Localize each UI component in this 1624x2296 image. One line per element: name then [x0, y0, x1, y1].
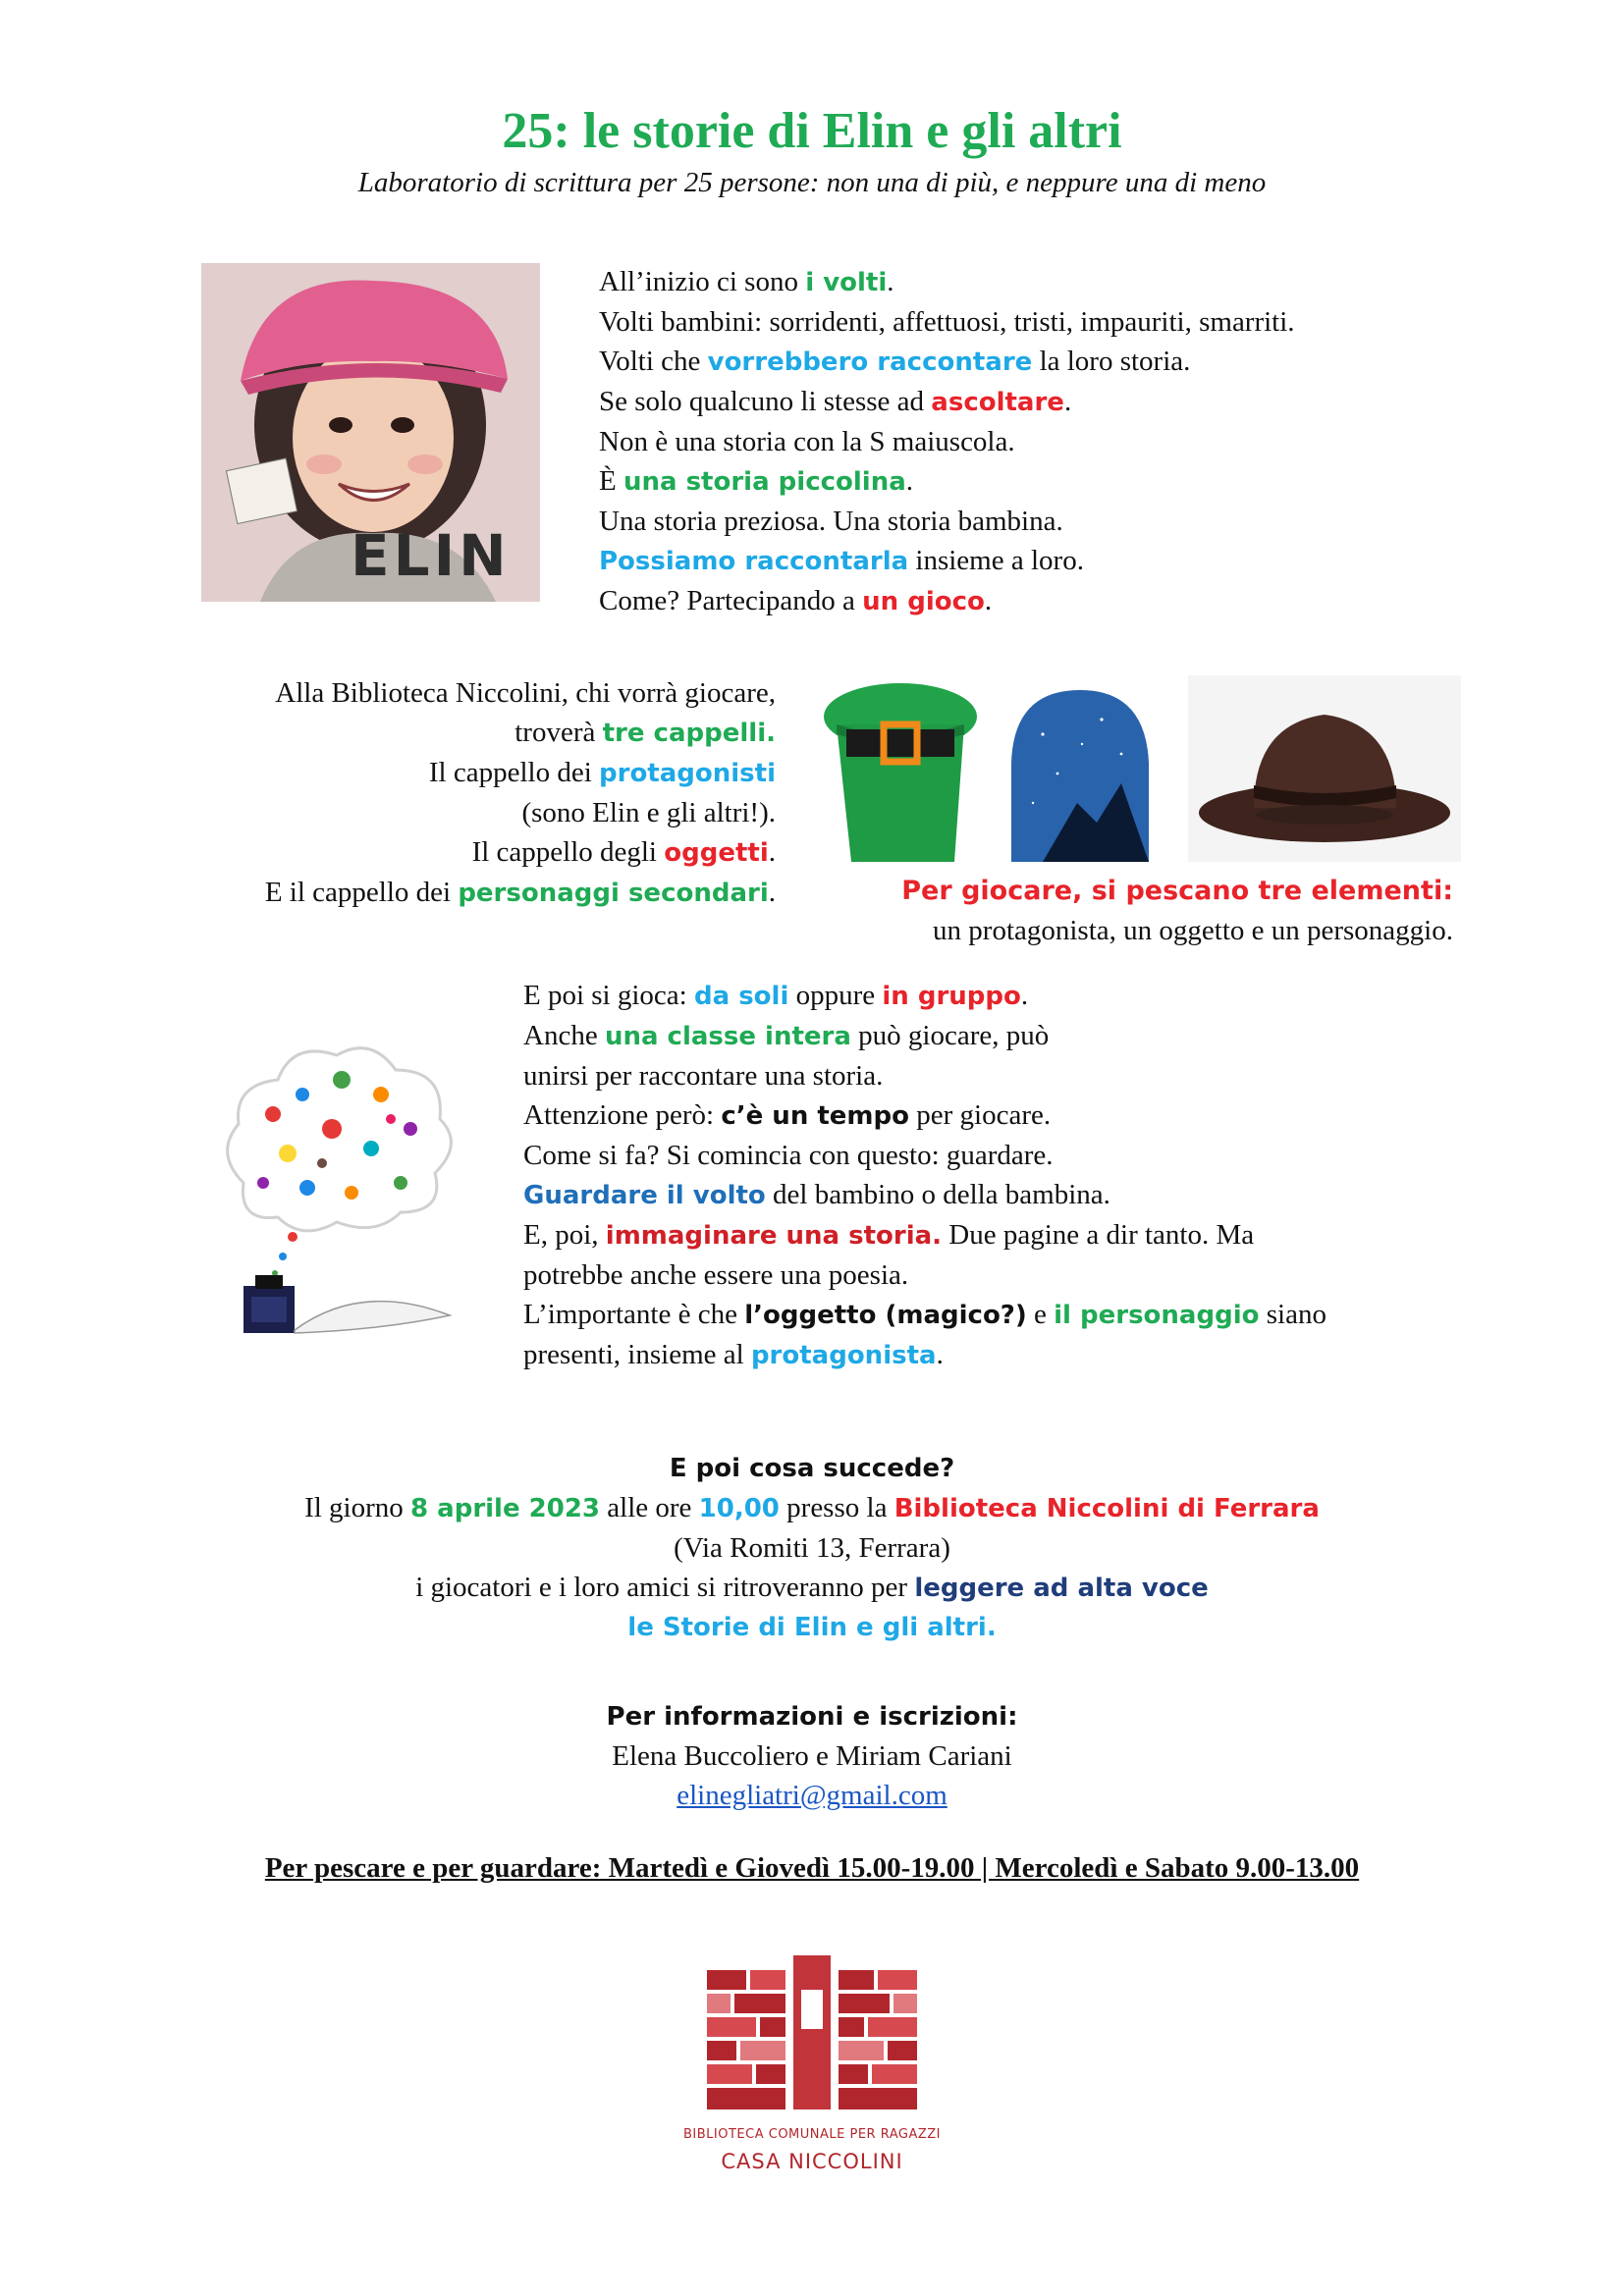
event-section: E poi cosa succede? Il giorno 8 aprile 2023 alle ore 10,00 presso la Biblioteca Niccolini di Ferrara (Via Romiti 13, Ferrara) i giocatori e i loro amici si ritroveranno per leggere ad alta voce le Storie di Elin e gli altri.	[0, 1449, 1624, 1647]
highlight-oggetto-magico: l’oggetto (magico?)	[744, 1301, 1027, 1330]
logo-title: CASA NICCOLINI	[721, 2150, 903, 2173]
event-venue: Biblioteca Niccolini di Ferrara	[893, 1494, 1320, 1523]
highlight-storia-piccolina: una storia piccolina	[623, 467, 906, 497]
highlight-tre-cappelli: tre cappelli.	[602, 719, 776, 748]
highlight-leggere-ad-alta-voce: leggere ad alta voce	[914, 1574, 1209, 1603]
pesca-heading: Per giocare, si pescano tre elementi:	[901, 876, 1453, 906]
highlight-personaggi-secondari: personaggi secondari	[458, 879, 769, 908]
highlight-da-soli: da soli	[693, 982, 789, 1011]
highlight-i-volti: i volti	[805, 268, 888, 297]
event-address: (Via Romiti 13, Ferrara)	[674, 1532, 950, 1564]
logo-subtitle: BIBLIOTECA COMUNALE PER RAGAZZI	[683, 2127, 941, 2142]
highlight-vorrebbero-raccontare: vorrebbero raccontare	[707, 347, 1033, 377]
ink-cloud-image	[214, 1036, 460, 1340]
highlight-classe-intera: una classe intera	[604, 1022, 851, 1051]
event-heading: E poi cosa succede?	[669, 1454, 955, 1483]
highlight-guardare-il-volto: Guardare il volto	[523, 1181, 766, 1210]
info-heading: Per informazioni e iscrizioni:	[606, 1702, 1018, 1732]
info-section	[0, 1697, 1624, 1815]
highlight-oggetti: oggetti	[664, 838, 769, 868]
highlight-in-gruppo: in gruppo	[882, 982, 1021, 1011]
green-hat-icon	[824, 683, 977, 862]
event-time: 10,00	[698, 1494, 780, 1523]
intro-paragraph: All’inizio ci sono i volti. Volti bambini: sorridenti, affettuosi, tristi, impauriti, smarriti. Volti che vorrebbero raccontare la loro storia. Se solo qualcuno li stesse ad ascoltare. Non è una storia con la S maiuscola. È una storia piccolina. Una storia preziosa. Una storia bambina. Possiamo raccontarla insieme a loro. Come? Partecipando a un gioco.	[599, 266, 1295, 616]
blue-beanie-icon	[1011, 690, 1149, 862]
casa-niccolini-logo	[699, 1950, 925, 2122]
highlight-protagonista: protagonista	[750, 1341, 937, 1370]
pesca-caption: Per giocare, si pescano tre elementi: un protagonista, un oggetto e un personaggio.	[805, 872, 1453, 950]
highlight-storie-di-elin: le Storie di Elin e gli altri.	[627, 1613, 997, 1642]
highlight-il-personaggio: il personaggio	[1054, 1301, 1260, 1330]
elin-image-label: ELIN	[351, 522, 511, 589]
contact-names: Elena Buccoliero e Miriam Cariani	[612, 1740, 1012, 1772]
highlight-protagonisti: protagonisti	[599, 759, 776, 788]
event-date: 8 aprile 2023	[410, 1494, 601, 1523]
page-subtitle: Laboratorio di scrittura per 25 persone: non una di più, e neppure una di meno	[357, 167, 1267, 198]
highlight-ascoltare: ascoltare	[931, 388, 1064, 417]
highlight-immaginare: immaginare una storia.	[605, 1221, 943, 1251]
hats-paragraph: Alla Biblioteca Niccolini, chi vorrà giocare, troverà tre cappelli. Il cappello dei protagonisti (sono Elin e gli altri!). Il cappello degli oggetti. E il cappello dei personaggi secondari.	[264, 677, 776, 908]
three-hats-image	[807, 675, 1461, 872]
page-title: 25: le storie di Elin e gli altri	[502, 103, 1122, 159]
opening-hours: Per pescare e per guardare: Martedì e Giovedì 15.00-19.00 | Mercoledì e Sabato 9.00-13.00	[264, 1852, 1360, 1884]
highlight-tempo: c’è un tempo	[721, 1101, 910, 1131]
how-to-play-paragraph: E poi si gioca: da soli oppure in gruppo. Anche una classe intera può giocare, può unirsi per raccontare una storia. Attenzione però: c’è un tempo per giocare. Come si fa? Si comincia con questo: guardare. Guardare il volto del bambino o della bambina. E, poi, immaginare una storia. Due pagine a dir tanto. Ma potrebbe anche essere una poesia. L’importante è che l’oggetto (magico?) e il personaggio siano presenti, insieme al protagonista.	[523, 980, 1326, 1370]
highlight-un-gioco: un gioco	[862, 587, 985, 616]
elin-portrait-image	[201, 263, 540, 602]
highlight-possiamo-raccontarla: Possiamo raccontarla	[599, 547, 909, 576]
brown-fedora-icon	[1188, 675, 1461, 862]
contact-email-link[interactable]: elinegliatri@gmail.com	[677, 1780, 947, 1811]
